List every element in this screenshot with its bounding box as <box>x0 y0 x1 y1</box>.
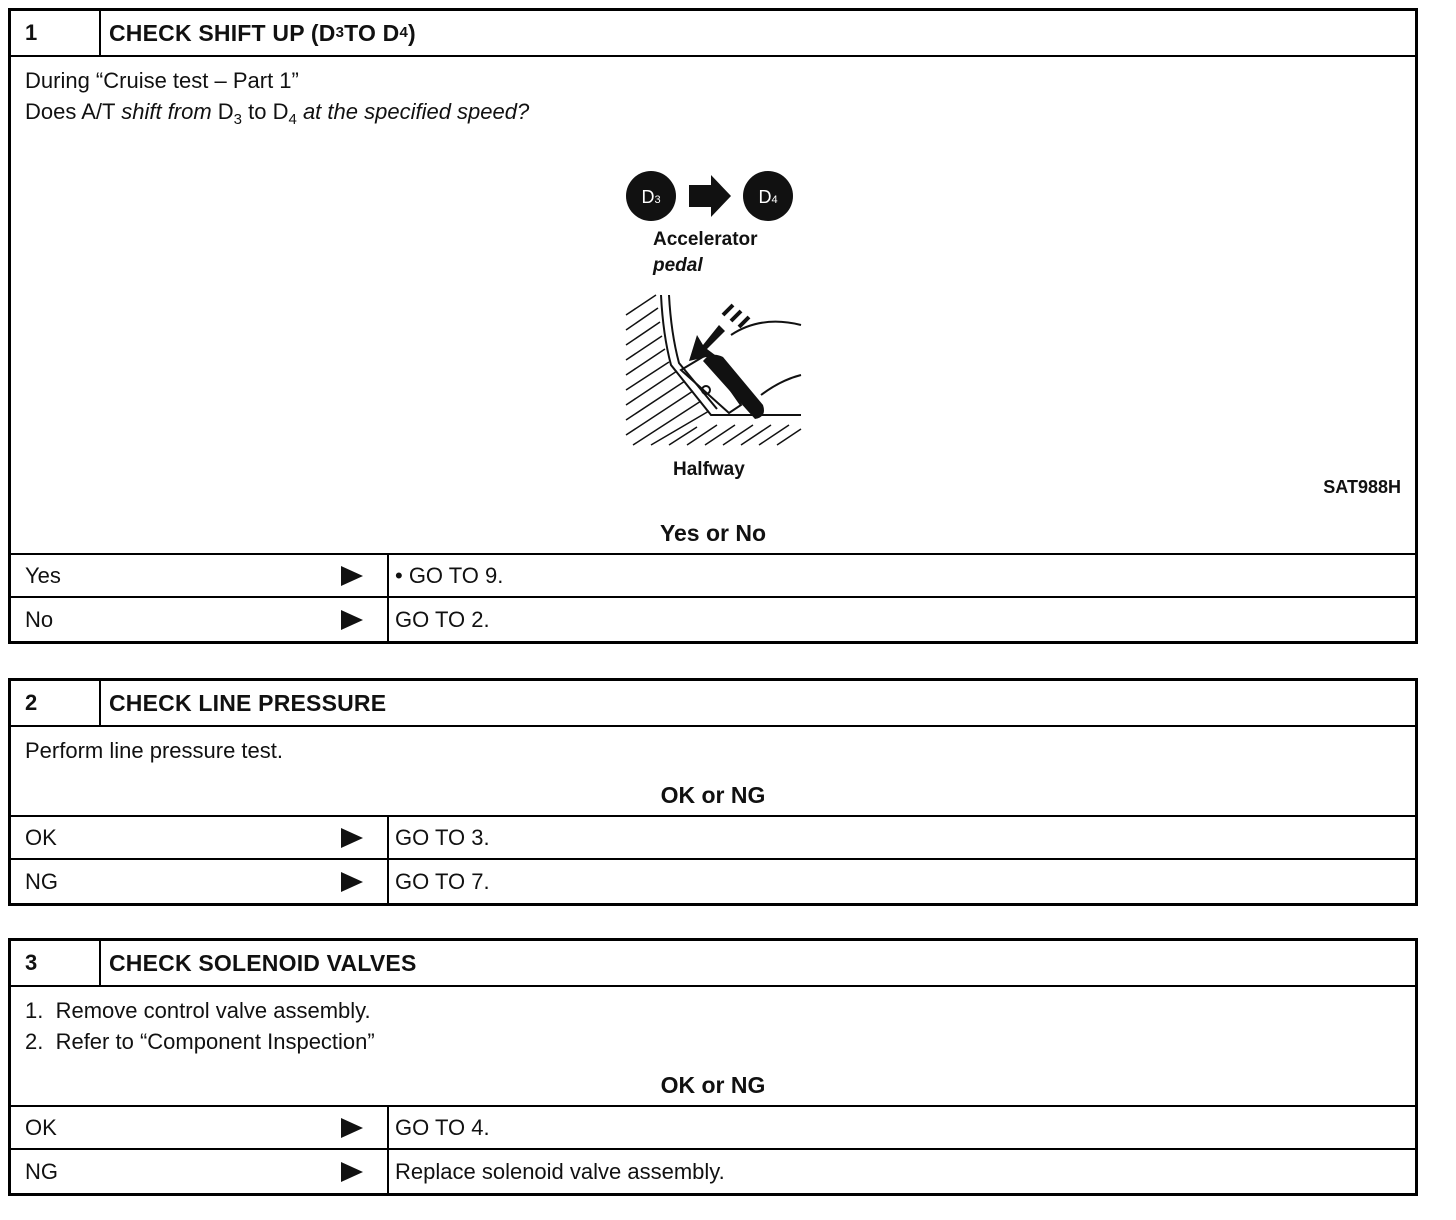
step-title: CHECK SOLENOID VALVES <box>109 949 417 976</box>
step-number: 2 <box>11 681 101 725</box>
result-label: Yes <box>25 562 61 588</box>
instruction-line: 1. Remove control valve assembly. <box>25 998 371 1023</box>
result-label: OK <box>25 1114 57 1140</box>
instruction-question-line: Does A/T shift from $D_3$ to $D_4$ at the specified speed? <box>25 99 530 128</box>
play-arrow-icon <box>317 564 387 588</box>
result-label: No <box>25 606 54 632</box>
result-row-ng <box>11 1150 1415 1193</box>
play-arrow-icon <box>317 608 387 632</box>
step-number: 1 <box>11 11 101 55</box>
result-label: NG <box>25 1158 58 1184</box>
instruction-line: 2. Refer to “Component Inspection” <box>25 1029 375 1054</box>
figure-code: SAT988H <box>1323 477 1401 497</box>
step-header <box>11 941 1415 987</box>
figure-caption-top: Accelerator pedal <box>653 229 758 276</box>
shift-figure <box>611 165 811 505</box>
instruction-line: During “Cruise test – Part 1” <box>25 68 299 93</box>
play-arrow-icon <box>317 1116 387 1140</box>
result-row-ok <box>11 817 1415 860</box>
result-action: GO TO 3. <box>387 817 1415 858</box>
question-label: OK or NG <box>660 782 766 808</box>
step-instructions <box>11 727 1415 817</box>
question-label: Yes or No <box>659 520 767 546</box>
result-row-yes <box>11 555 1415 598</box>
result-label: OK <box>25 824 57 850</box>
step-header <box>11 11 1415 57</box>
result-action: GO TO 4. <box>387 1107 1415 1148</box>
play-arrow-icon <box>317 870 387 894</box>
step-2-block <box>8 678 1418 906</box>
result-row-ok <box>11 1107 1415 1150</box>
step-3-block <box>8 938 1418 1196</box>
step-header <box>11 681 1415 727</box>
instruction-line: Perform line pressure test. <box>25 738 283 763</box>
right-arrow-icon <box>689 175 731 217</box>
result-row-ng <box>11 860 1415 903</box>
result-action: GO TO 7. <box>387 860 1415 903</box>
question-label: OK or NG <box>660 1072 766 1098</box>
result-row-no <box>11 598 1415 641</box>
play-arrow-icon <box>317 1160 387 1184</box>
result-action: Replace solenoid valve assembly. <box>387 1150 1415 1193</box>
result-action: GO TO 2. <box>387 598 1415 641</box>
result-action: • GO TO 9. <box>387 555 1415 596</box>
step-number: 3 <box>11 941 101 985</box>
figure-caption-bottom: Halfway <box>673 459 745 480</box>
svg-text:D4: D4 <box>758 187 778 207</box>
step-1-block <box>8 8 1418 644</box>
step-title: CHECK SHIFT UP (D 3 TO D 4 ) <box>109 19 416 46</box>
step-title: CHECK LINE PRESSURE <box>109 689 387 716</box>
svg-text:D3: D3 <box>641 187 661 207</box>
step-instructions <box>11 987 1415 1107</box>
play-arrow-icon <box>317 826 387 850</box>
step-instructions <box>11 57 1415 555</box>
result-label: NG <box>25 868 58 894</box>
